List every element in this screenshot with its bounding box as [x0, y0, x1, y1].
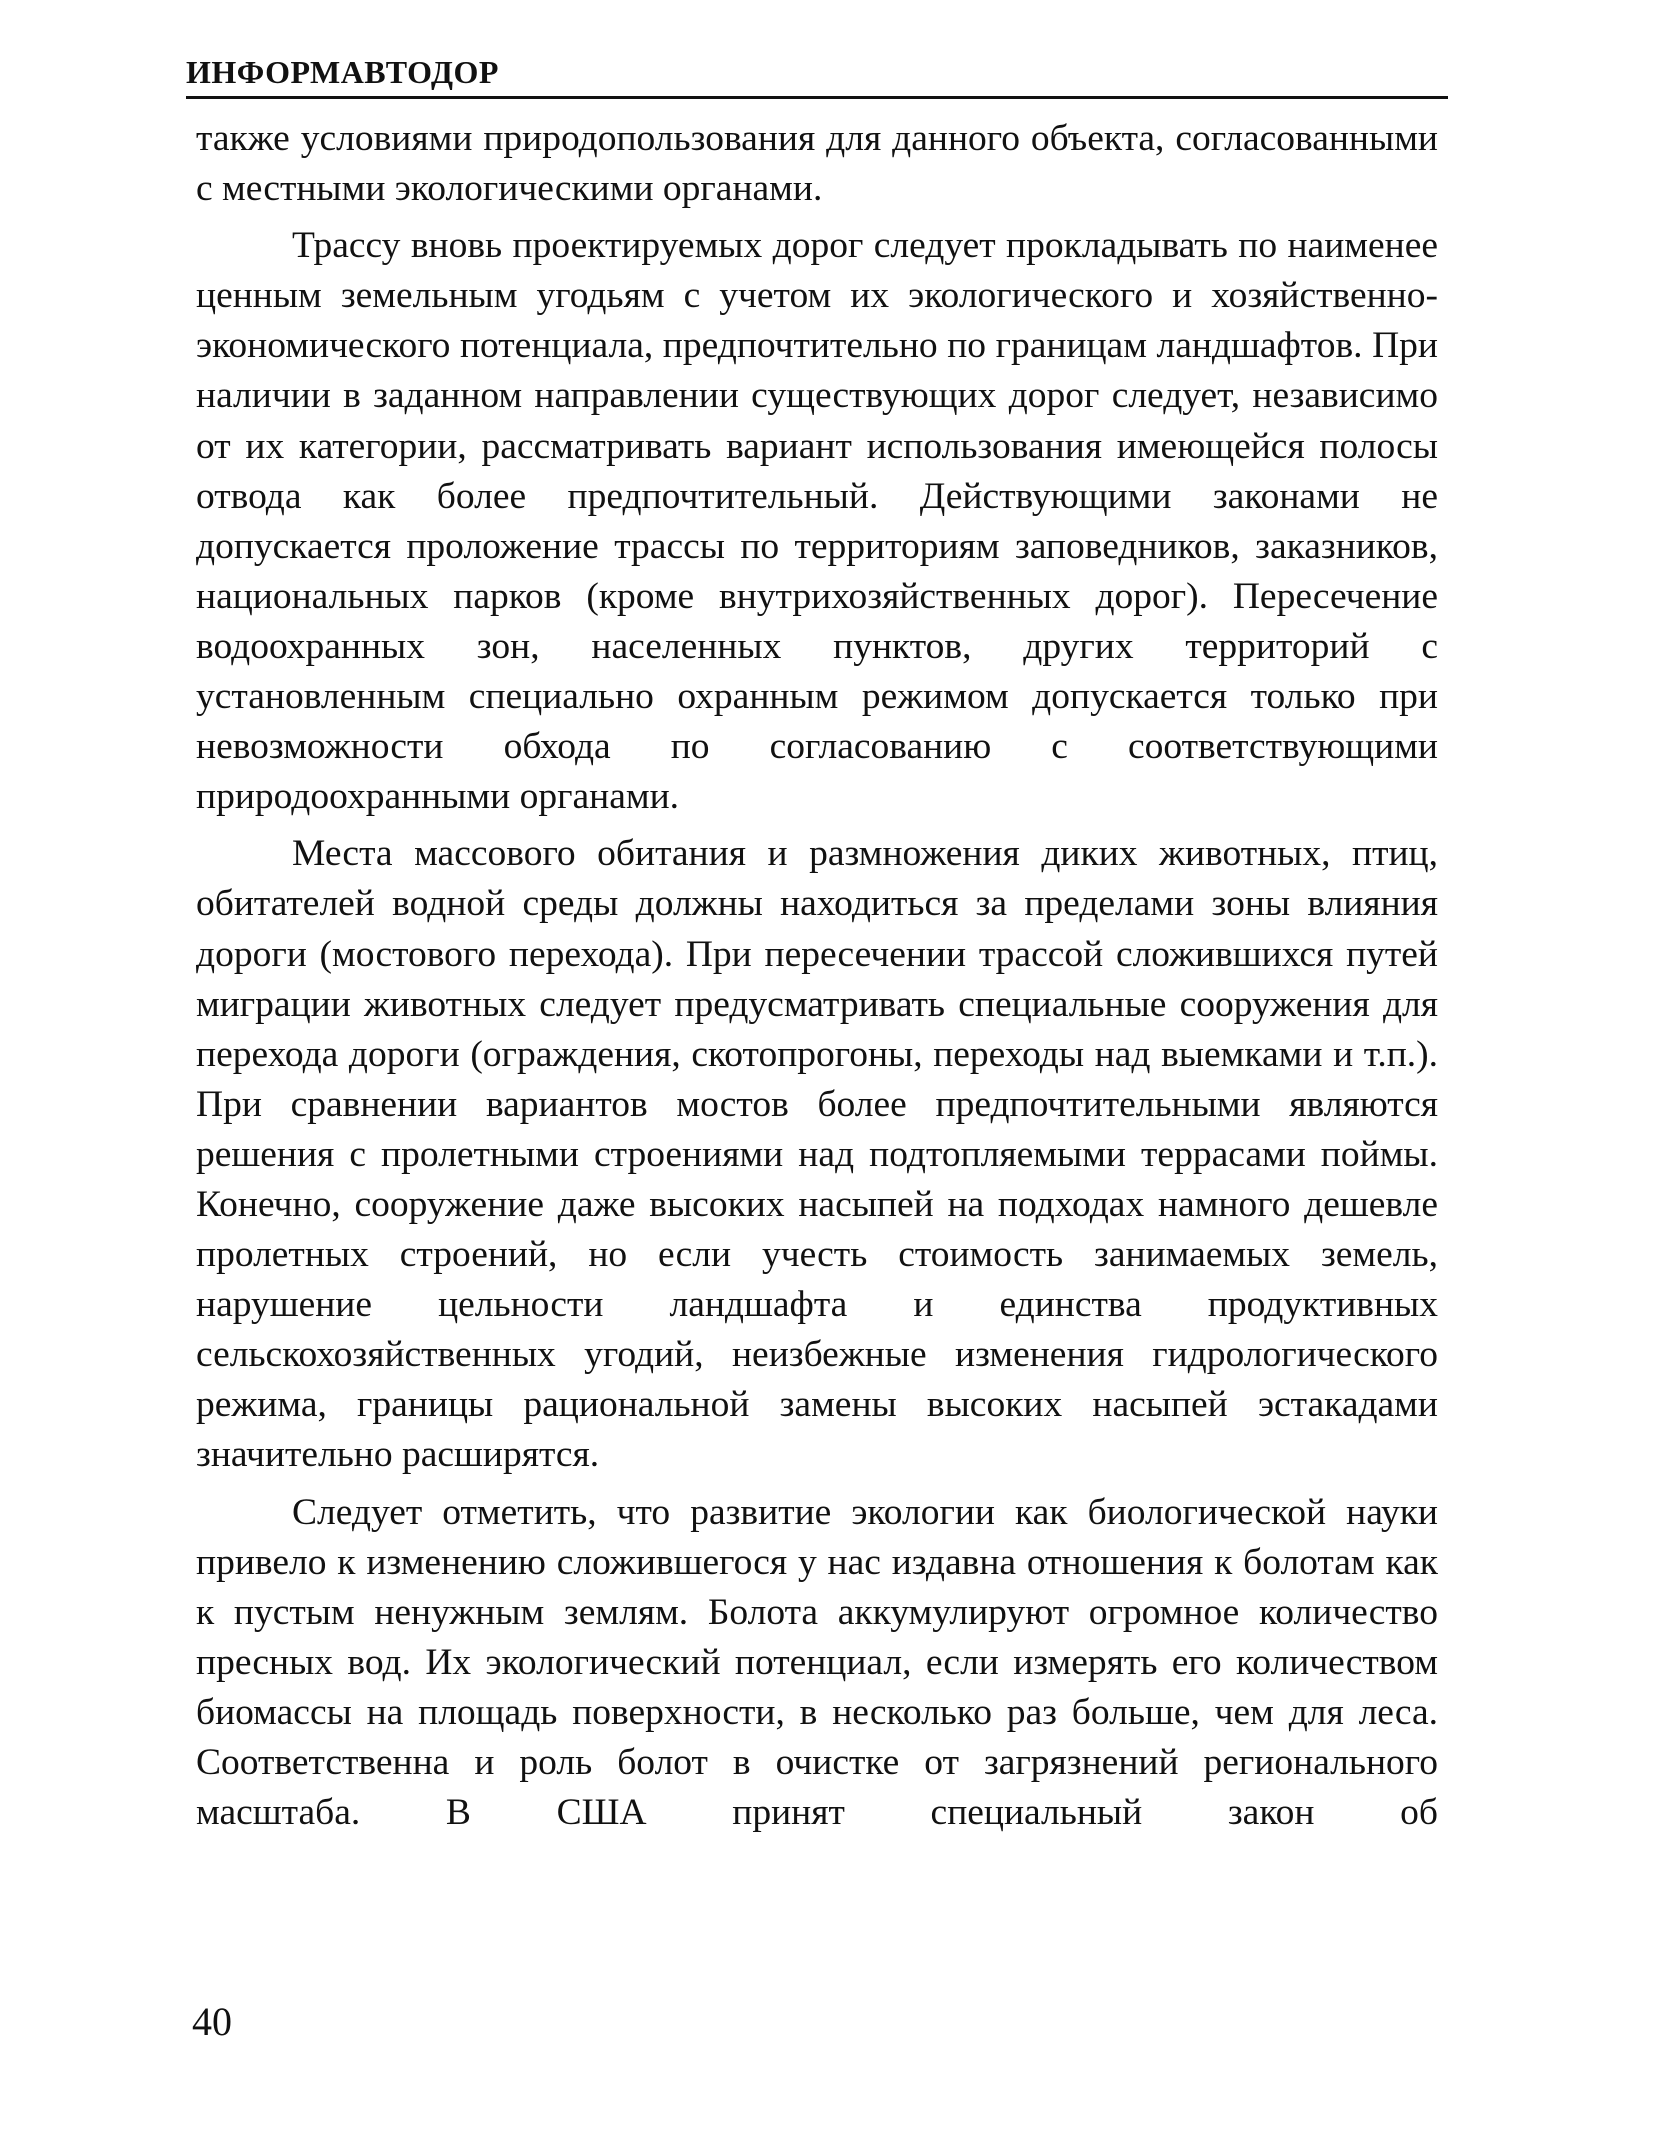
- paragraph-route-selection: Трассу вновь проектируемых дорог следует прокладывать по наименее ценным земельным угодьям с учетом их экологического и хозяйственно-экономического потенциала, предпочтительно по границам ландшафтов. При наличии в заданном направлении существующих дорог следует, независимо от их категории, рассматривать вариант использования имеющейся полосы отвода как более предпочтительный. Действующими законами не допускается проложение трассы по территориям заповедников, заказников, национальных парков (кроме внутрихозяйственных дорог). Пересечение водоохранных зон, населенных пунктов, других территорий с установленным специально охранным режимом допускается только при невозможности обхода по согласованию с соответствующими природоохранными органами.: [196, 225, 1438, 818]
- body-text: [196, 114, 1438, 1845]
- paragraph-wetlands: Следует отметить, что развитие экологии как биологической науки привело к изменению сложившегося у нас издавна отношения к болотам как к пустым ненужным землям. Болота аккумулируют огромное количество пресных вод. Их экологический потенциал, если измерять его количеством биомассы на площадь поверхности, в несколько раз больше, чем для леса. Соответственна и роль болот в очистке от загрязнений регионального масштаба. В США принят специальный закон об: [196, 1491, 1438, 1834]
- page-number: 40: [192, 1999, 232, 2044]
- paragraph-continued: также условиями природопользования для данного объекта, согласованными с местными экологическими органами.: [196, 118, 1438, 210]
- running-header: ИНФОРМАВТОДОР: [186, 52, 1448, 99]
- paragraph-wildlife-habitats: Места массового обитания и размножения диких животных, птиц, обитателей водной среды должны находиться за пределами зоны влияния дороги (мостового перехода). При пересечении трассой сложившихся путей миграции животных следует предусматривать специальные сооружения для перехода дороги (ограждения, скотопрогоны, переходы над выемками и т.п.). При сравнении вариантов мостов более предпочтительными являются решения с пролетными строениями над подтопляемыми террасами поймы. Конечно, сооружение даже высоких насыпей на подходах намного дешевле пролетных строений, но если учесть стоимость занимаемых земель, нарушение цельности ландшафта и единства продуктивных сельскохозяйственных угодий, неизбежные изменения гидрологического режима, границы рациональной замены высоких насыпей эстакадами значительно расширятся.: [196, 833, 1438, 1476]
